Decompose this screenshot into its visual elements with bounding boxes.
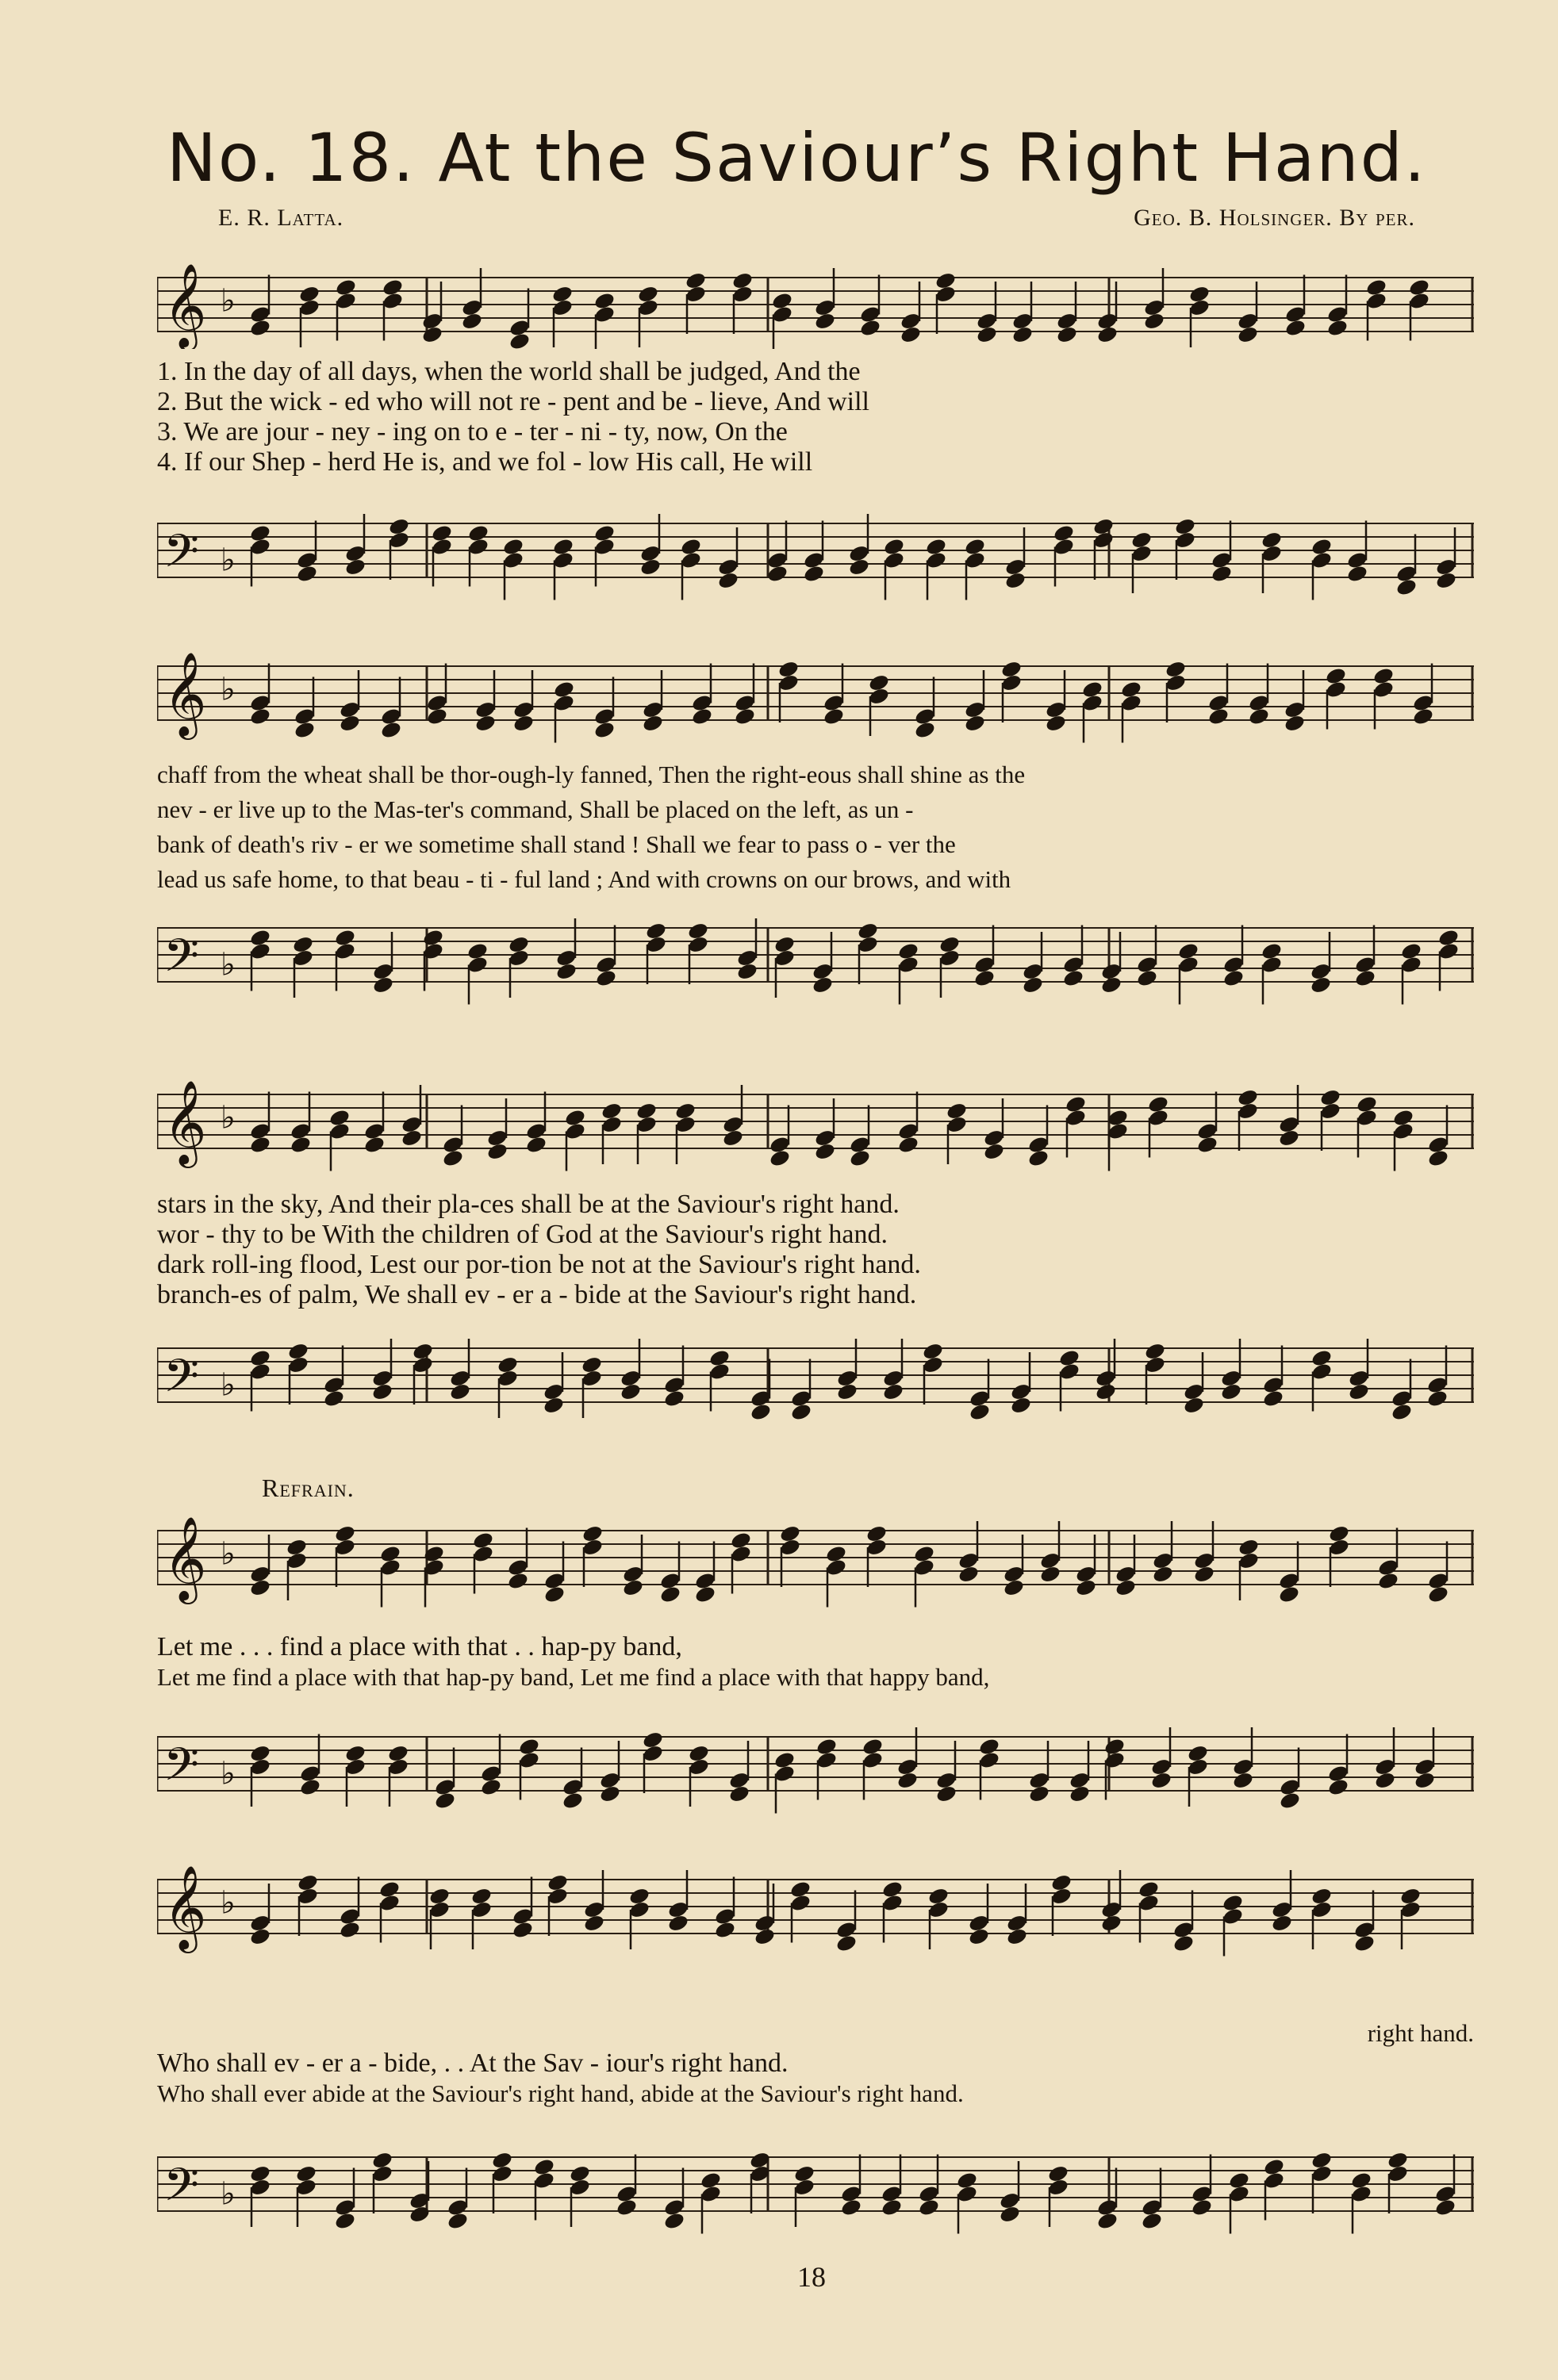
- note: [918, 2155, 941, 2217]
- note: [1120, 680, 1143, 742]
- note: [793, 2164, 816, 2227]
- bass-clef-icon: 𝄢: [163, 1349, 200, 1414]
- flat-key-signature-icon: ♭: [221, 1099, 236, 1136]
- verse-3-line: bank of death's riv - er we sometime shall stand ! Shall we fear to pass o - ver the: [157, 830, 956, 858]
- flat-key-signature-icon: ♭: [221, 1366, 236, 1404]
- note: [287, 1342, 310, 1405]
- bass-clef-icon: 𝄢: [163, 1738, 200, 1803]
- bass-staff: [157, 904, 1474, 1047]
- refrain-upper-line: Let me . . . find a place with that . . hap-py band,: [157, 1632, 682, 1661]
- refrain-top-note: right hand.: [1367, 2019, 1474, 2047]
- lyricist-credit: E. R. Latta.: [218, 205, 344, 231]
- note: [249, 664, 272, 726]
- note: [507, 1528, 530, 1591]
- note: [569, 2164, 592, 2227]
- flat-key-signature-icon: ♭: [221, 671, 236, 708]
- note: [766, 521, 789, 584]
- note: [773, 935, 796, 998]
- flat-key-signature-icon: ♭: [221, 2175, 236, 2213]
- note: [897, 941, 920, 1004]
- verse-2-line: wor - thy to be With the children of God at the Saviour's right hand.: [157, 1220, 888, 1249]
- refrain-label: Refrain.: [262, 1474, 355, 1502]
- note: [1222, 1893, 1245, 1956]
- verse-2-line: 2. But the wick - ed who will not re - pent and be - lieve, And will: [157, 387, 869, 416]
- note: [680, 537, 703, 600]
- note: [1144, 1342, 1167, 1405]
- note: [663, 1346, 686, 1408]
- refrain-lower-line: Who shall ever abide at the Saviour's right hand, abide at the Saviour's right hand.: [157, 2079, 964, 2107]
- note: [964, 537, 987, 600]
- note: [249, 1744, 272, 1807]
- note: [1141, 2168, 1164, 2231]
- note: [865, 1524, 888, 1587]
- note: [1279, 1748, 1302, 1811]
- verse-1-line: chaff from the wheat shall be thor-ough-ly fanned, Then the right-eous shall shine as the: [157, 761, 1026, 788]
- note: [581, 1524, 604, 1587]
- note: [714, 1877, 737, 1940]
- note: [1177, 941, 1200, 1004]
- note: [1427, 1542, 1450, 1604]
- verse-lyrics-block-3: [157, 1190, 1474, 1310]
- treble-clef-icon: 𝄞: [163, 1516, 207, 1600]
- note: [508, 935, 531, 998]
- note: [379, 1544, 402, 1607]
- hymn-number: No. 18.: [167, 119, 416, 197]
- note: [946, 1102, 969, 1164]
- note: [635, 1102, 658, 1164]
- note: [1187, 1744, 1210, 1807]
- note: [296, 521, 319, 584]
- note: [1328, 1524, 1351, 1587]
- treble-staff: [157, 254, 1474, 349]
- note: [790, 1359, 813, 1422]
- note: [734, 664, 757, 726]
- refrain-lower-line: Let me find a place with that hap-py band, Let me find a place with that happy band,: [157, 1663, 990, 1691]
- note: [1426, 1346, 1449, 1408]
- note: [447, 2168, 470, 2231]
- note: [1262, 1346, 1285, 1408]
- note: [840, 2155, 863, 2217]
- note: [637, 285, 660, 347]
- note: [1165, 660, 1188, 722]
- note: [777, 660, 800, 722]
- note: [927, 1887, 950, 1949]
- note: [388, 517, 411, 580]
- verse-lyrics-block-1: [157, 357, 1474, 477]
- flat-key-signature-icon: ♭: [221, 946, 236, 983]
- note: [1136, 926, 1159, 988]
- note: [1310, 1887, 1334, 1949]
- staff-lines: [157, 1531, 1474, 1585]
- note: [1278, 1542, 1301, 1604]
- note: [897, 1092, 920, 1155]
- note: [1248, 664, 1271, 726]
- note: [249, 275, 272, 338]
- flat-key-signature-icon: ♭: [221, 282, 236, 320]
- note: [1196, 1092, 1219, 1155]
- note: [480, 1734, 503, 1797]
- note: [857, 922, 880, 984]
- note: [835, 1891, 858, 1953]
- note: [1027, 1106, 1050, 1168]
- note: [562, 1748, 585, 1811]
- verse-3-line: 3. We are jour - ney - ing on to e - ter - ni - ty, now, On the: [157, 417, 788, 446]
- bass-staff: [157, 500, 1474, 619]
- note: [663, 2168, 686, 2231]
- note: [1327, 1734, 1350, 1797]
- note: [628, 1887, 651, 1949]
- note: [1354, 926, 1377, 988]
- note: [694, 1542, 717, 1604]
- note: [299, 1734, 322, 1797]
- note: [294, 677, 317, 740]
- note: [914, 677, 937, 740]
- note: [249, 1092, 272, 1155]
- note: [1395, 535, 1418, 597]
- note: [595, 926, 618, 988]
- note: [1174, 517, 1197, 580]
- note: [934, 271, 957, 334]
- note: [470, 1887, 493, 1949]
- page-number: 18: [797, 2261, 826, 2293]
- verse-1-line: stars in the sky, And their pla-ces shall be at the Saviour's right hand.: [157, 1190, 900, 1219]
- note: [969, 1359, 992, 1422]
- note: [552, 537, 575, 600]
- note: [685, 271, 708, 334]
- note: [1261, 941, 1284, 1004]
- note: [1261, 531, 1284, 593]
- note: [334, 2168, 357, 2231]
- treble-clef-icon: 𝄞: [163, 263, 207, 347]
- note: [1191, 2155, 1214, 2217]
- note: [551, 285, 574, 347]
- note: [601, 1102, 624, 1164]
- note: [553, 680, 576, 742]
- composer-name: Geo. B. Holsinger.: [1134, 205, 1333, 231]
- note: [512, 1877, 535, 1940]
- note: [295, 2164, 318, 2227]
- bass-clef-icon: 𝄢: [163, 524, 200, 589]
- note: [286, 1538, 309, 1600]
- note: [687, 922, 710, 984]
- note: [642, 1730, 665, 1793]
- flat-key-signature-icon: ♭: [221, 542, 236, 579]
- permission-note: By per.: [1339, 205, 1415, 231]
- note: [442, 1106, 465, 1168]
- refrain-lyrics-2: [157, 2018, 1474, 2109]
- bass-staff: [157, 1713, 1474, 1832]
- bass-staff: [157, 1324, 1474, 1467]
- note: [1047, 2164, 1070, 2227]
- note: [249, 2164, 272, 2227]
- note: [1392, 1108, 1415, 1171]
- note: [426, 664, 449, 726]
- flat-key-signature-icon: ♭: [221, 1755, 236, 1792]
- note: [466, 941, 489, 1004]
- note: [938, 935, 961, 998]
- verse-1-line: 1. In the day of all days, when the world shall be judged, And the: [157, 357, 861, 386]
- bass-clef-icon: 𝄢: [163, 2158, 200, 2223]
- note: [1350, 2171, 1373, 2233]
- note: [1000, 660, 1023, 722]
- note: [1391, 1359, 1414, 1422]
- note: [700, 2171, 723, 2233]
- note: [1107, 1108, 1130, 1171]
- note: [1346, 521, 1369, 584]
- note: [868, 673, 891, 736]
- note: [297, 1873, 320, 1936]
- note: [323, 1346, 346, 1408]
- note: [956, 2171, 979, 2233]
- note: [1400, 941, 1423, 1004]
- note: [547, 1873, 570, 1936]
- note: [428, 1887, 451, 1949]
- treble-staff: [157, 1071, 1474, 1182]
- note: [1081, 680, 1104, 742]
- note: [1096, 2168, 1119, 2231]
- note: [859, 275, 882, 338]
- note: [491, 2151, 514, 2213]
- note: [543, 1542, 566, 1604]
- note: [1377, 1528, 1400, 1591]
- note: [691, 664, 714, 726]
- note: [731, 271, 754, 334]
- note: [1399, 1887, 1422, 1949]
- note: [913, 1544, 936, 1607]
- note: [1310, 2151, 1334, 2213]
- note: [659, 1542, 682, 1604]
- note: [1284, 275, 1307, 338]
- note: [564, 1108, 587, 1171]
- note: [1062, 926, 1085, 988]
- note: [292, 935, 315, 998]
- verse-2-line: nev - er live up to the Mas-ter's command, Shall be placed on the left, as un -: [157, 795, 914, 823]
- note: [769, 1106, 792, 1168]
- note: [290, 1092, 313, 1155]
- bass-clef-icon: 𝄢: [163, 929, 200, 994]
- note: [1222, 926, 1245, 988]
- note: [593, 291, 616, 349]
- treble-staff: [157, 1856, 1474, 1983]
- note: [849, 1106, 872, 1168]
- note: [593, 677, 616, 740]
- note: [387, 1744, 410, 1807]
- note: [823, 664, 846, 726]
- bass-staff: [157, 2133, 1474, 2268]
- note: [1238, 1538, 1261, 1600]
- note: [1319, 1088, 1342, 1151]
- hymn-title: [167, 119, 1427, 197]
- note: [773, 1750, 796, 1813]
- note: [339, 1877, 362, 1940]
- note: [1130, 531, 1153, 593]
- verse-4-line: lead us safe home, to that beau - ti - ful land ; And with crowns on our brows, and with: [157, 865, 1011, 893]
- note: [1434, 2155, 1457, 2217]
- note: [1237, 1088, 1260, 1151]
- flat-key-signature-icon: ♭: [221, 1535, 236, 1573]
- note: [412, 1342, 435, 1405]
- treble-staff: [157, 1507, 1474, 1610]
- flat-key-signature-icon: ♭: [221, 1884, 236, 1922]
- refrain-lyrics-1: [157, 1632, 1474, 1692]
- note: [371, 2151, 394, 2213]
- refrain-upper-line: Who shall ev - er a - bide, . . At the Sav - iour's right hand.: [157, 2048, 789, 2078]
- note: [344, 1744, 367, 1807]
- staff-lines: [157, 1094, 1474, 1148]
- note: [922, 1342, 945, 1405]
- note: [423, 1544, 446, 1607]
- note: [581, 1355, 604, 1418]
- note: [1310, 537, 1334, 600]
- treble-clef-icon: 𝄞: [163, 1865, 207, 1949]
- note: [1207, 664, 1230, 726]
- verse-3-line: dark roll-ing flood, Lest our por-tion be not at the Saviour's right hand.: [157, 1250, 921, 1279]
- note: [502, 537, 525, 600]
- composer-credit: [1134, 205, 1415, 232]
- note: [881, 2155, 904, 2217]
- note: [883, 537, 906, 600]
- note: [1172, 1891, 1195, 1953]
- treble-clef-icon: 𝄞: [163, 1079, 207, 1164]
- note: [334, 1524, 357, 1587]
- note: [688, 1744, 711, 1807]
- note: [1092, 517, 1115, 580]
- note: [525, 1092, 548, 1155]
- verse-4-line: branch-es of palm, We shall ev - er a - bide at the Saviour's right hand.: [157, 1280, 917, 1309]
- note: [328, 1108, 351, 1171]
- treble-staff: [157, 642, 1474, 753]
- note: [616, 2155, 639, 2217]
- note: [363, 1092, 386, 1155]
- note: [771, 291, 794, 349]
- note: [1427, 1106, 1450, 1168]
- note: [750, 1359, 773, 1422]
- note: [1211, 521, 1234, 584]
- note: [1228, 2171, 1251, 2233]
- note: [497, 1355, 520, 1418]
- hymn-title-text: At the Saviour’s Right Hand.: [438, 119, 1427, 197]
- note: [298, 285, 321, 347]
- verse-4-line: 4. If our Shep - herd He is, and we fol - low His call, He will: [157, 447, 813, 477]
- note: [1412, 664, 1435, 726]
- note: [434, 1748, 457, 1811]
- note: [779, 1524, 802, 1587]
- note: [674, 1102, 697, 1164]
- note: [1188, 285, 1211, 347]
- note: [1387, 2151, 1410, 2213]
- treble-clef-icon: 𝄞: [163, 651, 207, 736]
- note: [380, 677, 403, 740]
- note: [645, 922, 668, 984]
- note: [825, 1544, 848, 1607]
- note: [803, 521, 826, 584]
- note: [1353, 1891, 1376, 1953]
- verse-lyrics-block-2: [157, 757, 1474, 897]
- note: [1050, 1873, 1073, 1936]
- note: [1326, 275, 1349, 338]
- note: [925, 537, 948, 600]
- note: [973, 926, 996, 988]
